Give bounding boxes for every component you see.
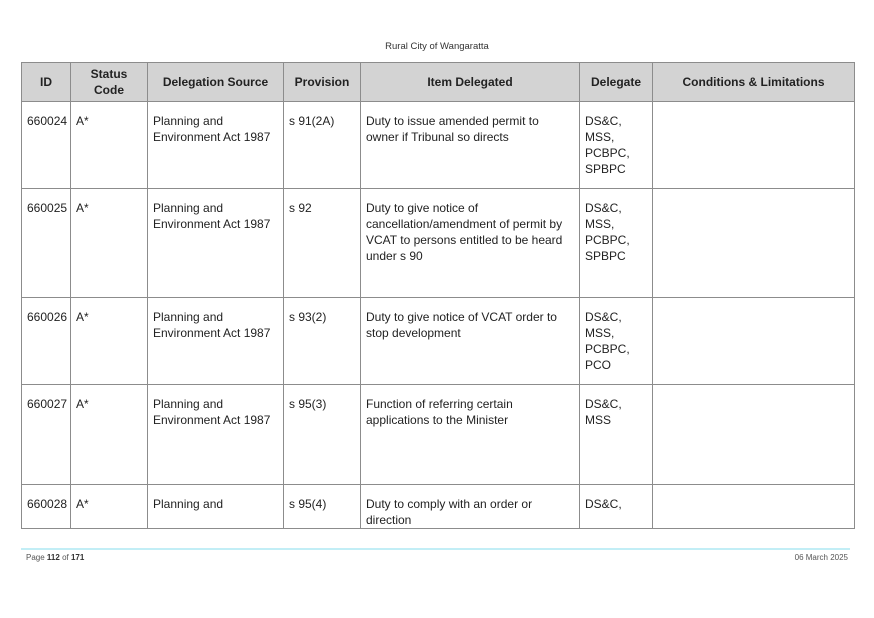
cell-delegate — [580, 189, 653, 298]
cell-item: Duty to give notice of cancellation/amendment of permit by VCAT to persons entitled to be heard under s 90 — [361, 189, 580, 298]
column-header-delegate: Delegate — [580, 63, 653, 102]
cell-item: Duty to comply with an order or direction — [361, 485, 580, 529]
cell-provision: s 92 — [284, 189, 361, 298]
column-header-delegation-source: Delegation Source — [148, 63, 284, 102]
cell-id: 660024 — [22, 102, 71, 189]
cell-item: Duty to issue amended permit to owner if Tribunal so directs — [361, 102, 580, 189]
cell-source: Planning and Environment Act 1987 — [148, 189, 284, 298]
footer-divider — [21, 548, 850, 550]
delegate-line: PCO — [585, 358, 612, 372]
cell-item: Duty to give notice of VCAT order to stop development — [361, 298, 580, 385]
table-row — [22, 298, 855, 385]
column-header-item-delegated: Item Delegated — [361, 63, 580, 102]
delegate-line: DS&C, — [585, 497, 622, 511]
cell-provision: s 95(3) — [284, 385, 361, 485]
table-row — [22, 102, 855, 189]
cell-conditions — [653, 385, 855, 485]
table-row — [22, 385, 855, 485]
delegate-line: DS&C, — [585, 310, 622, 324]
delegate-line: MSS, — [585, 326, 615, 340]
cell-status: A* — [71, 485, 148, 529]
cell-id: 660028 — [22, 485, 71, 529]
delegate-line: PCBPC, — [585, 146, 630, 160]
cell-delegate — [580, 102, 653, 189]
cell-status: A* — [71, 298, 148, 385]
delegate-line: SPBPC — [585, 249, 626, 263]
cell-conditions — [653, 102, 855, 189]
page-header-title: Rural City of Wangaratta — [385, 41, 489, 52]
cell-status: A* — [71, 102, 148, 189]
delegate-line: MSS — [585, 413, 612, 427]
cell-conditions — [653, 298, 855, 385]
delegate-line: DS&C, — [585, 397, 622, 411]
cell-source: Planning and — [148, 485, 284, 529]
footer-date: 06 March 2025 — [794, 553, 848, 562]
page-number — [26, 553, 84, 562]
cell-delegate — [580, 485, 653, 529]
cell-source: Planning and Environment Act 1987 — [148, 385, 284, 485]
delegate-line: DS&C, — [585, 201, 622, 215]
cell-status: A* — [71, 385, 148, 485]
cell-item: Function of referring certain applications to the Minister — [361, 385, 580, 485]
page-of: of — [62, 553, 69, 562]
current-page: 112 — [46, 553, 60, 562]
cell-source: Planning and Environment Act 1987 — [148, 102, 284, 189]
delegate-line: MSS, — [585, 130, 615, 144]
delegate-line: PCBPC, — [585, 342, 630, 356]
cell-provision: s 93(2) — [284, 298, 361, 385]
table-header-row — [22, 63, 855, 102]
delegate-line: PCBPC, — [585, 233, 630, 247]
cell-delegate — [580, 298, 653, 385]
cell-id: 660027 — [22, 385, 71, 485]
delegation-table — [21, 62, 855, 529]
cell-conditions — [653, 189, 855, 298]
table-row — [22, 189, 855, 298]
cell-id: 660025 — [22, 189, 71, 298]
total-pages: 171 — [70, 553, 85, 562]
cell-conditions — [653, 485, 855, 529]
delegate-line: MSS, — [585, 217, 615, 231]
table-row — [22, 485, 855, 529]
cell-id: 660026 — [22, 298, 71, 385]
delegate-line: SPBPC — [585, 162, 626, 176]
page-prefix: Page — [26, 553, 45, 562]
cell-provision: s 91(2A) — [284, 102, 361, 189]
cell-source: Planning and Environment Act 1987 — [148, 298, 284, 385]
column-header-conditions: Conditions & Limitations — [653, 63, 855, 102]
cell-delegate — [580, 385, 653, 485]
cell-provision: s 95(4) — [284, 485, 361, 529]
column-header-id: ID — [22, 63, 71, 102]
column-header-provision: Provision — [284, 63, 361, 102]
column-header-status-code: Status Code — [71, 63, 148, 102]
cell-status: A* — [71, 189, 148, 298]
delegate-line: DS&C, — [585, 114, 622, 128]
